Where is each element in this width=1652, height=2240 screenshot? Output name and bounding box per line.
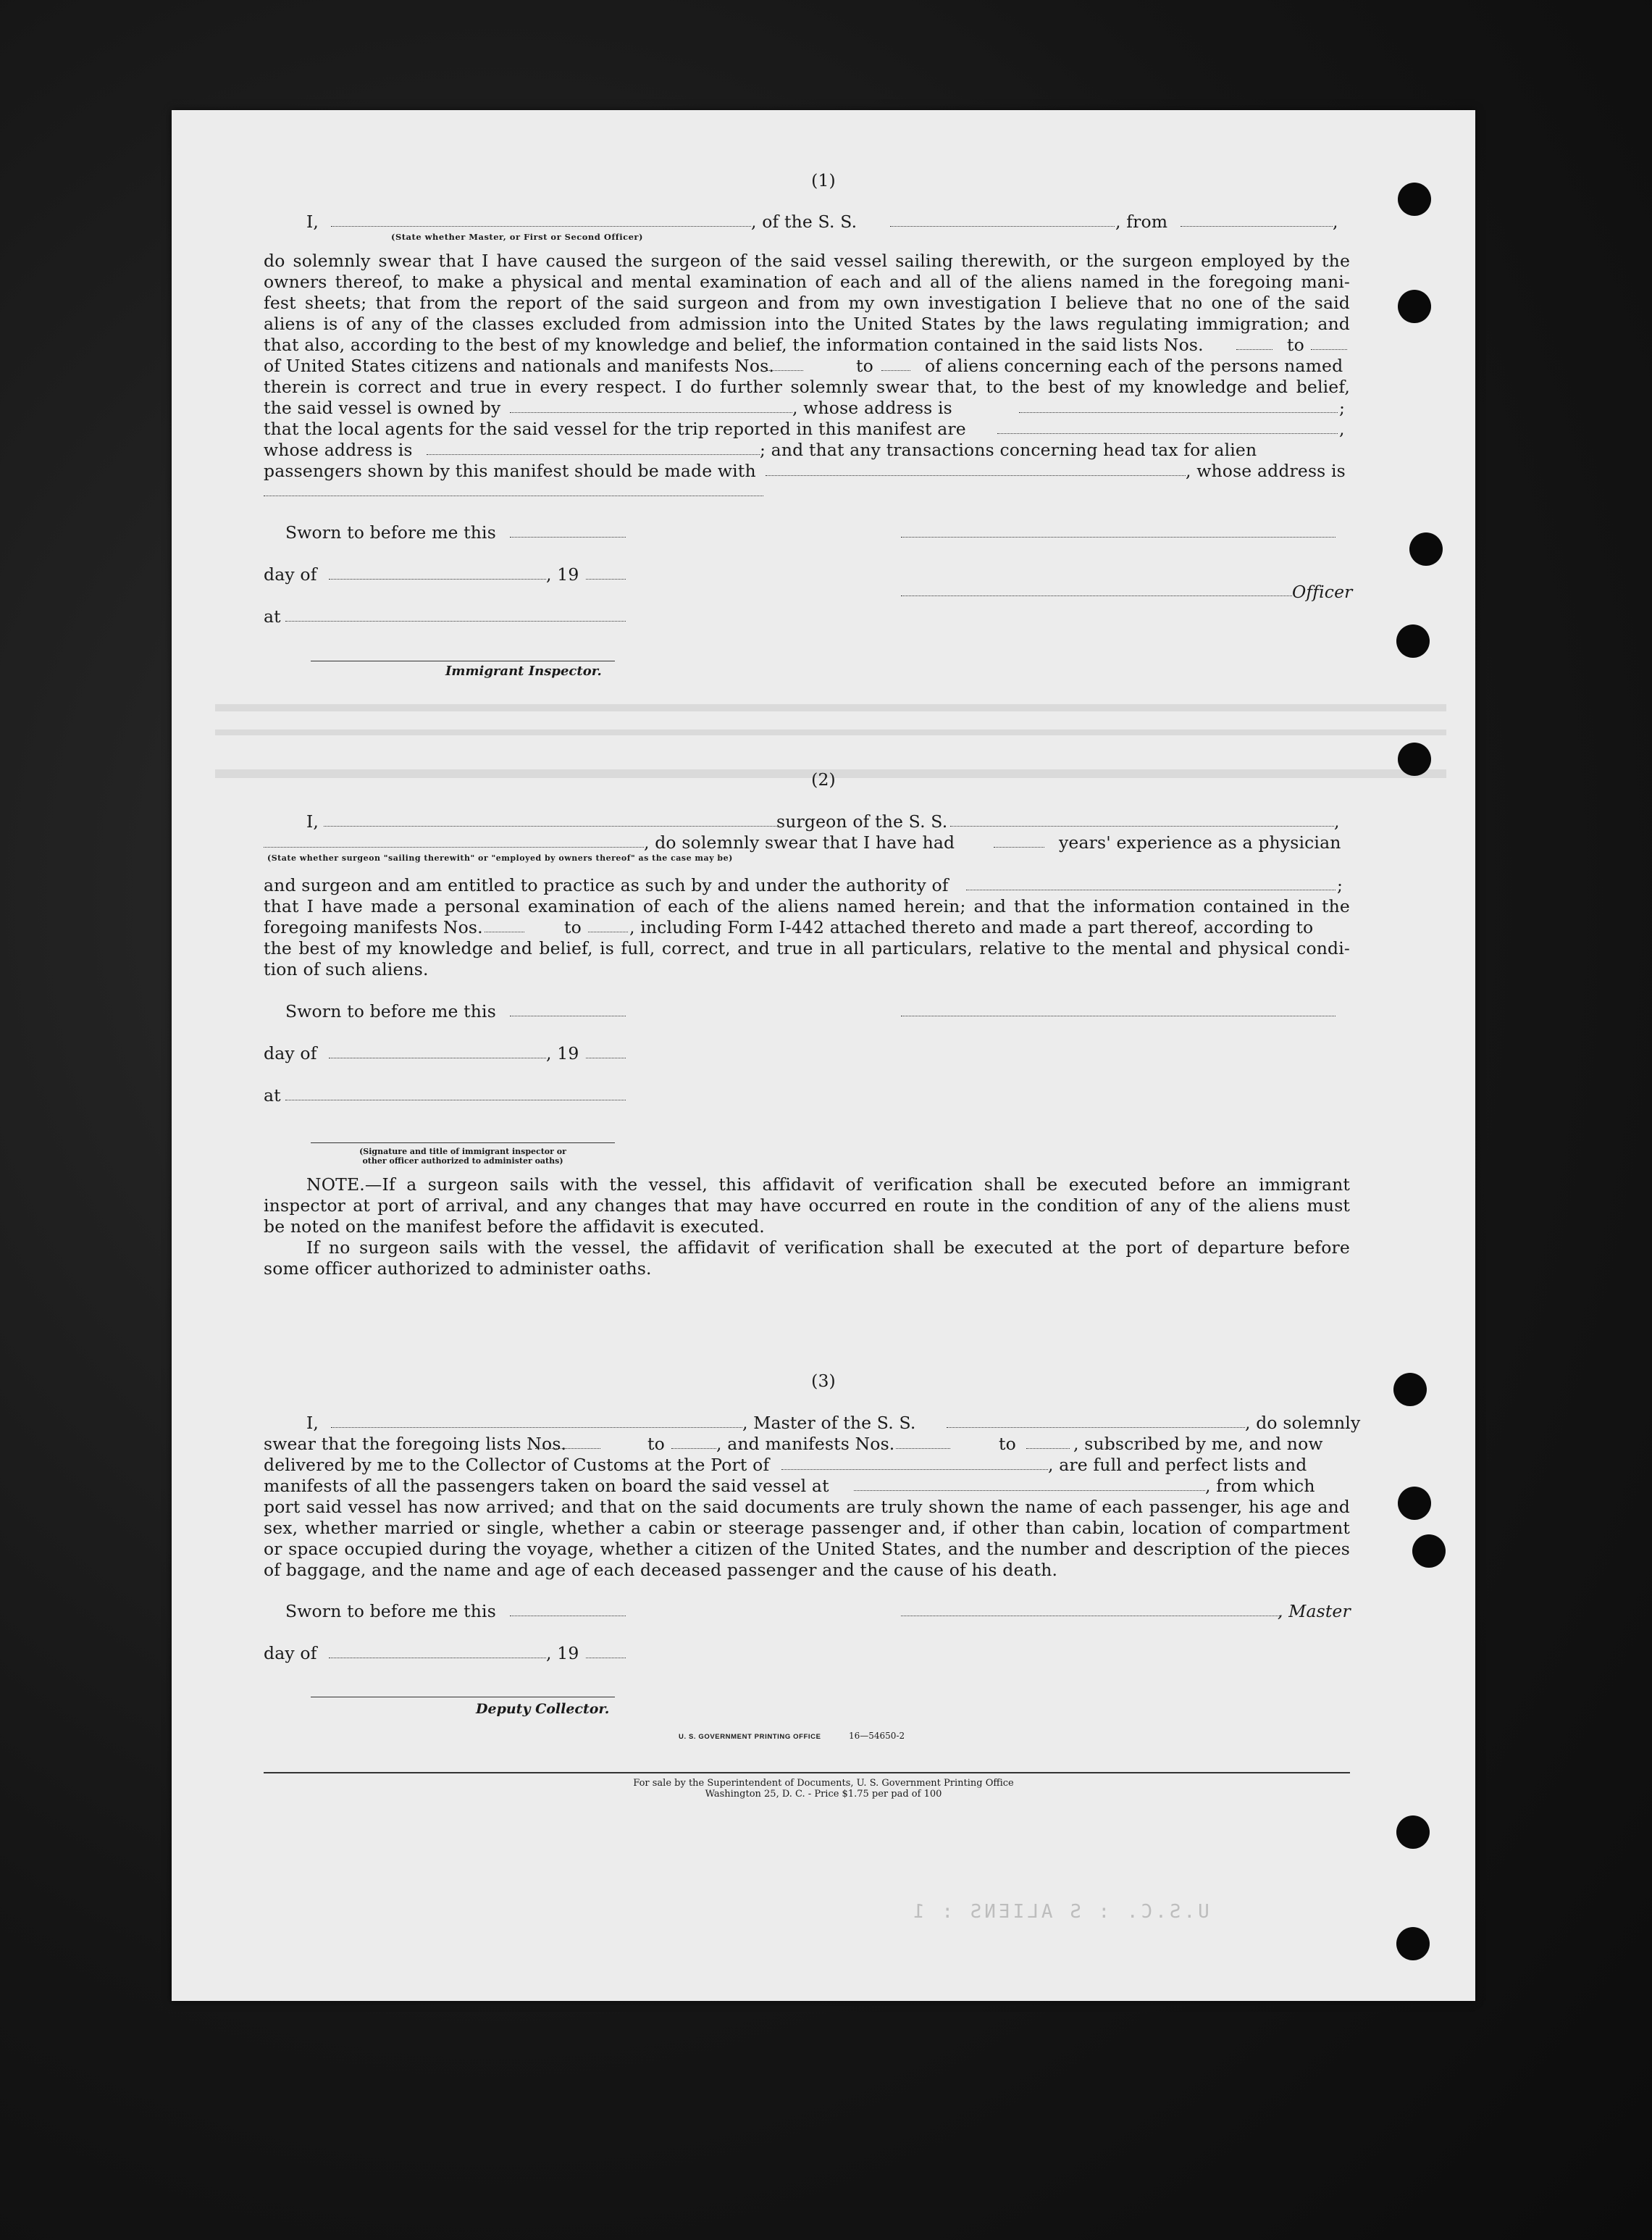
s1-comma-1: , xyxy=(1339,419,1345,439)
s2-note-2: be noted on the manifest before the affidavit is executed. xyxy=(264,1216,765,1237)
head-tax-party-field[interactable] xyxy=(766,475,1186,476)
s2-note-3: If no surgeon sails with the vessel, the affidavit of verification shall be executed at the port of departure before xyxy=(306,1237,1350,1258)
gpo-imprint: U. S. GOVERNMENT PRINTING OFFICE xyxy=(679,1733,821,1741)
s1-body-2: fest sheets; that from the report of the said surgeon and from my own investigation I believe that no one of the said xyxy=(264,293,1350,313)
s1-body-5: of United States citizens and nationals and manifests Nos. xyxy=(264,356,774,376)
s2-sig-caption-0: (Signature and title of immigrant inspector or xyxy=(359,1147,566,1156)
s1-i-label: I, xyxy=(306,212,319,232)
s1-of-aliens: of aliens concerning each of the persons named xyxy=(925,356,1343,376)
s1-body-8: that the local agents for the said vessel for the trip reported in this manifest are xyxy=(264,419,966,439)
s1-at-field[interactable] xyxy=(285,621,626,622)
s1-year: , 19 xyxy=(546,564,579,585)
s1-body-6: therein is correct and true in every respect. I do further solemnly swear that, to the best of my knowledge and belief, xyxy=(264,377,1350,397)
s1-head-tax-address-label: , whose address is xyxy=(1186,461,1346,481)
s3-year: , 19 xyxy=(546,1643,579,1663)
s3-embark-port-field[interactable] xyxy=(854,1490,1205,1491)
s2-exam: that I have made a personal examination of each of the aliens named herein; and that the information contained in the xyxy=(264,896,1350,916)
s3-master-label: , Master xyxy=(1278,1601,1351,1621)
s3-manifests: , and manifests Nos. xyxy=(716,1434,895,1454)
master-caption: (State whether Master, or First or Second Officer) xyxy=(391,232,643,242)
s2-comma: , xyxy=(1334,811,1340,832)
s2-note-0: NOTE.—If a surgeon sails with the vessel, this affidavit of verification shall be executed before an immigrant xyxy=(306,1174,1350,1195)
s1-officer-label: Officer xyxy=(1292,582,1353,602)
s3-delivered: delivered by me to the Collector of Customs at the Port of xyxy=(264,1455,770,1475)
s3-vessel-field[interactable] xyxy=(947,1427,1245,1428)
s1-day-field[interactable] xyxy=(329,579,546,580)
s2-foregoing-b: , including Form I-442 attached thereto and made a part thereof, according to xyxy=(629,917,1314,937)
s2-note-4: some officer authorized to administer oaths. xyxy=(264,1258,652,1279)
sale-notice xyxy=(172,1778,1475,1800)
s3-day-of: day of xyxy=(264,1643,317,1663)
s1-sworn: Sworn to before me this xyxy=(285,522,496,543)
s1-body-9: whose address is xyxy=(264,440,413,460)
s1-to-2: to xyxy=(856,356,873,376)
s1-at: at xyxy=(264,606,281,627)
s1-officer-line[interactable] xyxy=(901,595,1292,596)
s1-from-label: , from xyxy=(1115,212,1168,232)
s1-body-4: that also, according to the best of my knowledge and belief, the information contained in the said lists Nos. xyxy=(264,335,1204,355)
scan-noise xyxy=(215,730,1446,735)
s2-caption: (State whether surgeon "sailing therewith" or "employed by owners thereof" as the case may be) xyxy=(267,853,733,863)
s2-year: , 19 xyxy=(546,1043,579,1063)
s3-subscribed: , subscribed by me, and now xyxy=(1073,1434,1323,1454)
s3-full: , are full and perfect lists and xyxy=(1048,1455,1307,1475)
s3-lists-from-field[interactable] xyxy=(535,1448,600,1449)
owner-field[interactable] xyxy=(510,412,792,413)
s2-vessel-field[interactable] xyxy=(950,826,1334,827)
s3-manifests-to-field[interactable] xyxy=(1026,1448,1070,1449)
s1-of-ss-label: , of the S. S. xyxy=(751,212,858,232)
lists-to-field[interactable] xyxy=(1311,349,1347,350)
s1-semicolon-1: ; xyxy=(1339,398,1346,418)
s2-sig-caption-1: other officer authorized to administer oaths) xyxy=(362,1156,563,1166)
form-code: 16—54650-2 xyxy=(849,1731,905,1741)
s3-from-which: , from which xyxy=(1205,1476,1315,1496)
s2-foregoing-a: foregoing manifests Nos. xyxy=(264,917,483,937)
s2-sworn: Sworn to before me this xyxy=(285,1001,496,1021)
s1-body-1: owners thereof, to make a physical and mental examination of each and all of the aliens named in the foregoing mani- xyxy=(264,272,1350,292)
section-3-number: (3) xyxy=(811,1371,836,1391)
s2-surgeon-name-field[interactable] xyxy=(324,826,776,827)
s3-body-2: or space occupied during the voyage, whether a citizen of the United States, and the number and description of the pieces xyxy=(264,1539,1350,1559)
s1-body-3: aliens is of any of the classes excluded from admission into the United States by the laws regulating immigration; and xyxy=(264,314,1350,334)
s2-semicolon: ; xyxy=(1337,875,1343,895)
mirrored-stamp: U.S.C. : S ALIENS : 1 xyxy=(910,1901,1209,1923)
s3-swear-lists: swear that the foregoing lists Nos. xyxy=(264,1434,567,1454)
master-name-field[interactable] xyxy=(331,226,751,227)
owner-address-field[interactable] xyxy=(1019,412,1338,413)
binder-hole xyxy=(1398,743,1431,776)
lists-from-field[interactable] xyxy=(1236,349,1272,350)
s1-body-7: the said vessel is owned by xyxy=(264,398,501,418)
s1-sworn-date-field[interactable] xyxy=(510,537,626,538)
s3-body-3: of baggage, and the name and age of each deceased passenger and the cause of his death. xyxy=(264,1560,1058,1580)
s3-i-label: I, xyxy=(306,1413,319,1433)
s3-to-1: to xyxy=(647,1434,665,1454)
from-port-field[interactable] xyxy=(1181,226,1333,227)
s3-master-name-field[interactable] xyxy=(331,1427,742,1428)
s1-body-0: do solemnly swear that I have caused the surgeon of the said vessel sailing therewith, or the surgeon employed by the xyxy=(264,251,1350,271)
s3-port-field[interactable] xyxy=(781,1469,1048,1470)
s2-years-field[interactable] xyxy=(994,847,1044,848)
s2-day-of: day of xyxy=(264,1043,317,1063)
section-2-number: (2) xyxy=(811,769,836,790)
s1-owner-address-label: , whose address is xyxy=(792,398,952,418)
s2-note-1: inspector at port of arrival, and any changes that may have occurred en route in the condition of any of the aliens must xyxy=(264,1195,1350,1216)
s1-signature-field[interactable] xyxy=(901,537,1336,538)
s1-to-1: to xyxy=(1287,335,1304,355)
scan-noise xyxy=(215,704,1446,711)
s3-body-0: port said vessel has now arrived; and that on the said documents are truly shown the name of each passenger, his age and xyxy=(264,1497,1350,1517)
s2-surgeon-of: surgeon of the S. S. xyxy=(776,811,948,832)
sale-line-2: Washington 25, D. C. - Price $1.75 per pad of 100 xyxy=(705,1789,942,1800)
form-page xyxy=(172,110,1475,2001)
binder-hole xyxy=(1398,183,1431,216)
s1-body-10: passengers shown by this manifest should be made with xyxy=(264,461,756,481)
s1-day-of: day of xyxy=(264,564,317,585)
s3-sworn: Sworn to before me this xyxy=(285,1601,496,1621)
s2-inspector-line[interactable] xyxy=(311,1142,615,1143)
s3-manifests-from-field[interactable] xyxy=(896,1448,950,1449)
binder-hole xyxy=(1398,290,1431,323)
binder-hole xyxy=(1396,1815,1430,1849)
binder-hole xyxy=(1396,624,1430,658)
s3-master-of: , Master of the S. S. xyxy=(742,1413,916,1433)
binder-hole xyxy=(1398,1487,1431,1520)
manifests-to-field[interactable] xyxy=(881,370,910,371)
s2-surgeon-type-field[interactable] xyxy=(264,847,644,848)
s2-best: the best of my knowledge and belief, is full, correct, and true in all particulars, relative to the mental and physical condi- xyxy=(264,938,1350,958)
s3-to-2: to xyxy=(999,1434,1016,1454)
s2-tion: tion of such aliens. xyxy=(264,959,429,979)
s3-do-solemnly: , do solemnly xyxy=(1245,1413,1361,1433)
s1-head-tax: ; and that any transactions concerning head tax for alien xyxy=(760,440,1257,460)
s2-sig-caption xyxy=(311,1147,615,1166)
binder-hole xyxy=(1393,1373,1427,1406)
sale-line-1: For sale by the Superintendent of Documents, U. S. Government Printing Office xyxy=(633,1778,1014,1789)
s2-i-label: I, xyxy=(306,811,319,832)
s3-deputy-label: Deputy Collector. xyxy=(476,1701,610,1717)
section-1-number: (1) xyxy=(811,170,836,191)
binder-hole xyxy=(1396,1927,1430,1960)
agents-field[interactable] xyxy=(997,433,1338,434)
footer-rule xyxy=(264,1772,1350,1773)
s1-line1-end: , xyxy=(1333,212,1338,232)
agents-address-field[interactable] xyxy=(427,454,760,455)
manifests-from-field[interactable] xyxy=(767,370,803,371)
binder-hole xyxy=(1412,1534,1446,1568)
binder-hole xyxy=(1409,532,1443,566)
s2-authority: and surgeon and am entitled to practice as such by and under the authority of xyxy=(264,875,949,895)
s1-year-field[interactable] xyxy=(586,579,626,580)
s3-manifests-all: manifests of all the passengers taken on board the said vessel at xyxy=(264,1476,829,1496)
s3-body-1: sex, whether married or single, whether a cabin or steerage passenger and, if other than cabin, location of compartment xyxy=(264,1518,1350,1538)
s2-years: years' experience as a physician xyxy=(1059,832,1341,853)
s2-foregoing-to: to xyxy=(564,917,582,937)
s2-at: at xyxy=(264,1085,281,1106)
s2-swear: , do solemnly swear that I have had xyxy=(644,832,955,853)
vessel-name-field[interactable] xyxy=(890,226,1115,227)
s3-lists-to-field[interactable] xyxy=(671,1448,716,1449)
s1-inspector-label: Immigrant Inspector. xyxy=(445,664,602,679)
